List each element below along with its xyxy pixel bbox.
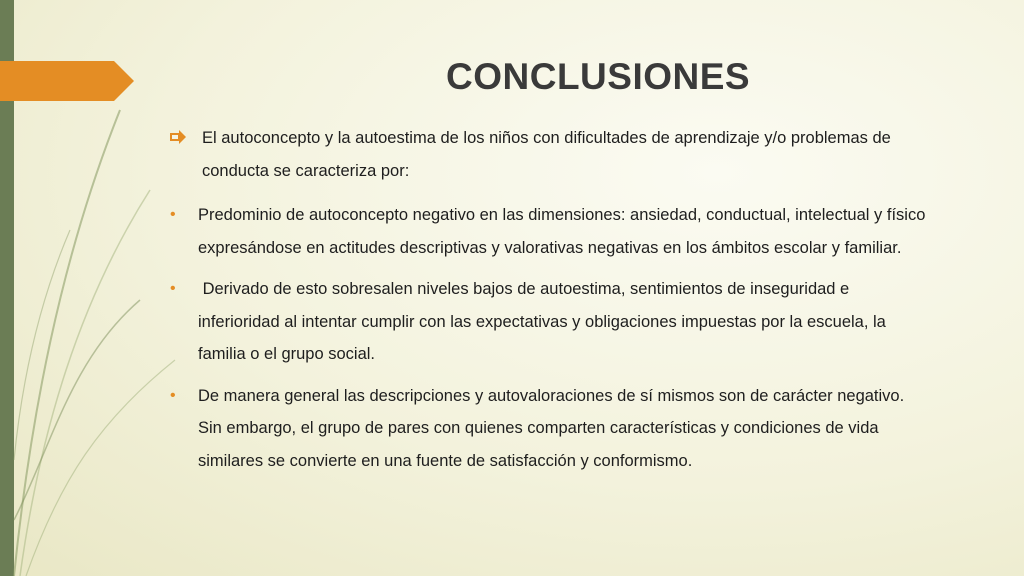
slide-content <box>170 122 930 486</box>
intro-paragraph <box>170 122 930 187</box>
arrow-bullet-icon <box>170 122 190 156</box>
list-item <box>170 199 930 264</box>
intro-text: El autoconcepto y la autoestima de los niños con dificultades de aprendizaje y/o problemas de conducta se caracteriza por: <box>202 129 891 180</box>
bullet-dot: • <box>170 280 176 297</box>
list-item <box>170 273 930 371</box>
slide-title: CONCLUSIONES <box>446 56 751 97</box>
list-item-text: De manera general las descripciones y autovaloraciones de sí mismos son de carácter negativo. Sin embargo, el grupo de pares con quienes comparten características y condiciones de vida similares se convierte en una fuente de satisfacción y conformismo. <box>198 386 905 470</box>
list-item-text: Derivado de esto sobresalen niveles bajos de autoestima, sentimientos de inseguridad e inferioridad al intentar cumplir con las expectativas y obligaciones impuestas por la escuela, la familia o el grupo social. <box>198 280 891 363</box>
title-accent-tab <box>0 61 134 101</box>
bullet-dot: • <box>170 386 176 404</box>
bullet-dot: • <box>170 206 176 223</box>
list-item-text: Predominio de autoconcepto negativo en las dimensiones: ansiedad, conductual, intelectual y físico expresándose en actitudes descriptivas y valorativas negativas en los ámbitos escolar y familiar. <box>198 206 926 257</box>
list-item <box>170 380 930 478</box>
